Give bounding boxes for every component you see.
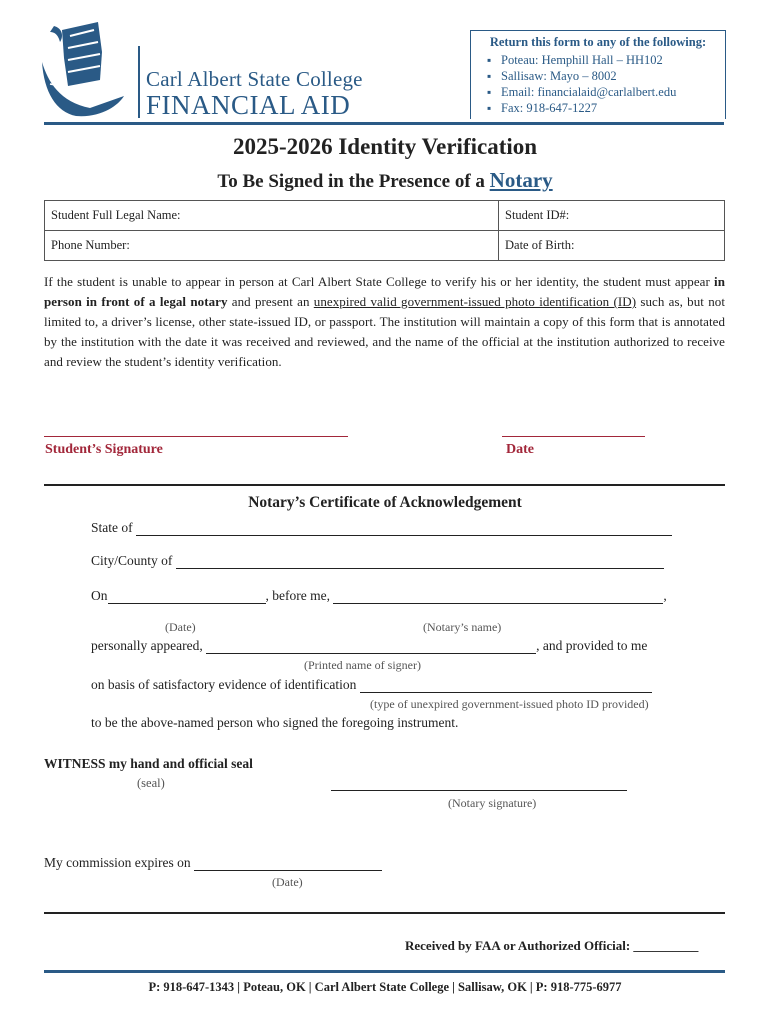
id-type-hint: (type of unexpired government-issued photo ID provided) xyxy=(370,697,649,711)
state-of-label: State of xyxy=(91,520,133,535)
date-hint: (Date) xyxy=(165,620,196,634)
student-info-table xyxy=(44,200,725,261)
trailing-comma: , xyxy=(663,588,667,603)
dob-label: Date of Birth: xyxy=(505,238,575,252)
on-label: On xyxy=(91,588,108,603)
para-text-2: and present an xyxy=(227,294,314,309)
instructions-paragraph xyxy=(44,272,725,372)
footer-contact: P: 918-647-1343 | Poteau, OK | Carl Albert State College | Sallisaw, OK | P: 918-775-6977 xyxy=(148,980,622,994)
notary-signature-line[interactable] xyxy=(331,790,627,791)
before-me-label: , before me, xyxy=(265,588,330,603)
signature-date-line[interactable] xyxy=(502,436,645,437)
logo-divider xyxy=(138,46,140,118)
notary-link[interactable]: Notary xyxy=(489,168,553,192)
above-named-text: to be the above-named person who signed the foregoing instrument. xyxy=(91,715,459,730)
commission-date-hint: (Date) xyxy=(272,875,303,889)
para-text-1: If the student is unable to appear in person at Carl Albert State College to verify his or her identity, the student must appear xyxy=(44,274,715,289)
department-name: FINANCIAL AID xyxy=(146,90,351,120)
dob-field[interactable] xyxy=(499,231,725,261)
received-by-official: Received by FAA or Authorized Official: __________ xyxy=(405,938,699,953)
provided-to-me-label: , and provided to me xyxy=(536,638,648,653)
notary-section-title: Notary’s Certificate of Acknowledgement xyxy=(248,494,522,511)
para-underline: unexpired valid government-issued photo identification (ID) xyxy=(313,294,637,309)
footer-rule xyxy=(44,970,725,973)
student-name-field[interactable] xyxy=(45,201,499,231)
bottom-divider xyxy=(44,912,725,914)
printed-name-hint: (Printed name of signer) xyxy=(304,658,421,672)
commission-row xyxy=(44,855,382,871)
page-title: 2025-2026 Identity Verification xyxy=(232,134,538,159)
return-item-poteau: ▪ Poteau: Hemphill Hall – HH102 xyxy=(501,52,725,68)
section-divider xyxy=(44,484,725,486)
notary-signature-hint: (Notary signature) xyxy=(448,796,537,810)
return-list xyxy=(471,52,725,116)
page-subtitle xyxy=(0,168,770,193)
return-title: Return this form to any of the following: xyxy=(489,35,707,49)
personally-appeared-row xyxy=(91,638,647,654)
student-signature-label: Student’s Signature xyxy=(45,442,163,457)
para-text-3: such as, but not limited to, a driver’s license, other state-issued ID, or passport. The institution will maintain a copy of this form that is annotated by the institution with the date it was received and reviewed, and the name of the official at the institution authorized to receive and review the student’s identity verification. xyxy=(44,294,725,369)
state-of-field[interactable] xyxy=(136,521,672,536)
on-date-field[interactable] xyxy=(108,589,266,604)
subtitle-text: To Be Signed in the Presence of a xyxy=(217,171,485,192)
return-info-box xyxy=(470,30,726,119)
header-rule xyxy=(44,122,724,125)
phone-label: Phone Number: xyxy=(51,238,130,252)
student-id-label: Student ID#: xyxy=(505,208,570,222)
student-signature-line[interactable] xyxy=(44,436,348,437)
return-item-email: ▪ Email: financialaid@carlalbert.edu xyxy=(501,84,725,100)
phone-field[interactable] xyxy=(45,231,499,261)
signature-date-label: Date xyxy=(506,442,534,457)
commission-date-field[interactable] xyxy=(194,856,382,871)
city-county-row xyxy=(91,553,664,569)
city-county-field[interactable] xyxy=(176,554,664,569)
college-name: Carl Albert State College xyxy=(146,67,363,91)
return-item-fax: ▪ Fax: 918-647-1227 xyxy=(501,100,725,116)
return-item-sallisaw: ▪ Sallisaw: Mayo – 8002 xyxy=(501,68,725,84)
notary-name-hint: (Notary’s name) xyxy=(423,620,502,634)
basis-row xyxy=(91,677,652,693)
basis-label: on basis of satisfactory evidence of identification xyxy=(91,677,357,692)
viking-ship-icon xyxy=(40,22,136,122)
seal-label: (seal) xyxy=(137,776,165,790)
para-bold: in person in front of a legal notary xyxy=(44,274,725,309)
commission-label: My commission expires on xyxy=(44,855,191,870)
city-county-label: City/County of xyxy=(91,553,173,568)
id-type-field[interactable] xyxy=(360,678,652,693)
on-date-row xyxy=(91,588,667,604)
state-of-row xyxy=(91,520,672,536)
signer-name-field[interactable] xyxy=(206,639,536,654)
student-name-label: Student Full Legal Name: xyxy=(51,208,181,222)
witness-text: WITNESS my hand and official seal xyxy=(44,756,253,771)
notary-name-field[interactable] xyxy=(333,589,663,604)
personally-appeared-label: personally appeared, xyxy=(91,638,203,653)
student-id-field[interactable] xyxy=(499,201,725,231)
